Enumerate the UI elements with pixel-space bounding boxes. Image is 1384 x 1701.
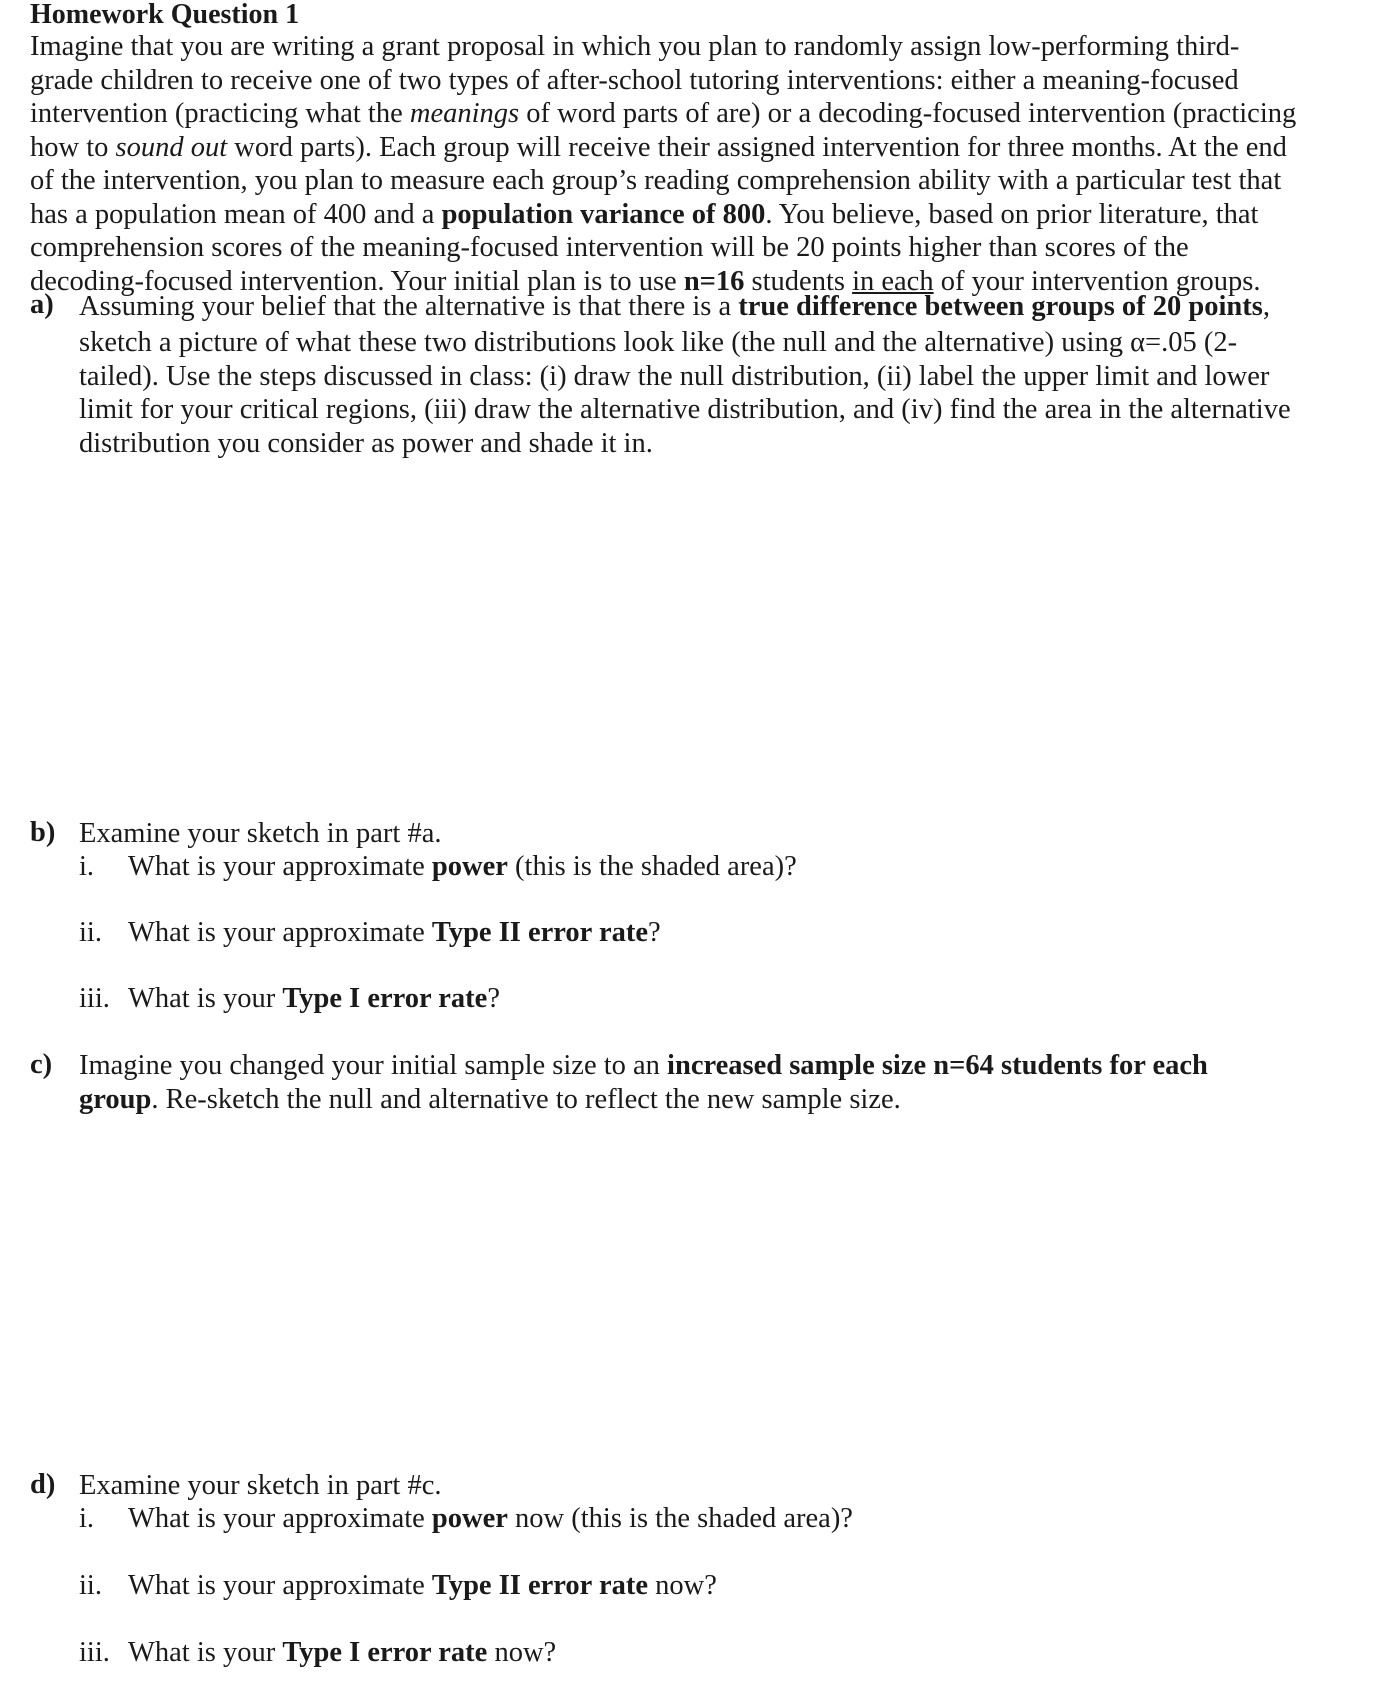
intro-text: Imagine that you are writing a grant proposal in which you plan to randomly assign low-performing third- — [30, 31, 1240, 62]
intro-text: comprehension scores of the meaning-focused intervention will be 20 points higher than scores of the — [30, 232, 1189, 263]
intro-text: of the intervention, you plan to measure each group’s reading comprehension ability with a particular test that — [30, 165, 1282, 196]
item-text-segment: What is your approximate — [128, 917, 432, 948]
bold-type-ii-error: Type II error rate — [431, 1570, 648, 1601]
part-b-text: Examine your sketch in part #a. — [79, 818, 442, 849]
sketch-space-a[interactable] — [30, 470, 1360, 800]
item-text-segment: What is your — [128, 983, 283, 1014]
intro-text: students — [744, 265, 853, 297]
part-d-label: d) — [30, 1469, 56, 1500]
bold-true-difference: true difference between groups of 20 points — [738, 291, 1263, 322]
item-text-segment: What is your approximate — [128, 1570, 432, 1601]
part-a-text — [79, 290, 1360, 460]
part-a-label: a) — [30, 289, 54, 320]
intro-line — [30, 231, 1360, 265]
intro-text: grade children to receive one of two types of after-school tutoring interventions: either a meaning-focused — [30, 64, 1239, 96]
emphasis-meanings: meanings — [409, 98, 520, 129]
intro-line — [30, 97, 1360, 131]
part-a-line — [79, 326, 1360, 360]
intro-line — [30, 64, 1360, 98]
part-a-line — [79, 427, 1360, 461]
intro-text: intervention (practicing what the — [30, 98, 410, 129]
part-a-text-segment: Assuming your belief that the alternative is that there is a — [79, 291, 739, 322]
intro-line — [30, 164, 1360, 198]
item-text-segment: What is your approximate — [128, 851, 432, 882]
part-c-text-segment: Imagine you changed your initial sample size to an — [79, 1050, 668, 1081]
underline-in-each: in each — [852, 265, 934, 297]
bold-increased-sample-size: increased sample size n=64 students for each — [667, 1050, 1208, 1081]
part-b-label: b) — [30, 817, 56, 848]
intro-text: word parts). Each group will receive their assigned intervention for three months. At the end — [227, 131, 1287, 163]
bold-type-ii-error: Type II error rate — [431, 917, 648, 948]
part-c-text-segment: . Re-sketch the null and alternative to reflect the new sample size. — [151, 1083, 901, 1115]
item-text-segment: ? — [487, 983, 500, 1014]
intro-text: how to — [30, 131, 116, 163]
bold-power: power — [431, 851, 508, 882]
bold-sample-size: n=16 — [683, 265, 745, 297]
item-number: i. — [79, 851, 95, 882]
item-text-segment: ? — [647, 917, 661, 948]
intro-line — [30, 131, 1360, 165]
bold-power: power — [431, 1503, 508, 1534]
part-a-line — [79, 360, 1360, 394]
item-number: i. — [79, 1503, 95, 1534]
intro-text: of word parts of are) or a decoding-focused intervention (practicing — [519, 98, 1297, 129]
page-title: Homework Question 1 — [30, 0, 300, 30]
item-text-segment: (this is the shaded area)? — [507, 851, 797, 882]
bold-population-variance: population variance of 800 — [441, 198, 766, 230]
intro-text: . You believe, based on prior literature, that — [765, 198, 1259, 230]
item-text — [128, 983, 500, 1015]
intro-line — [30, 198, 1360, 232]
item-text-segment: What is your approximate — [128, 1503, 432, 1534]
item-number: iii. — [79, 1637, 110, 1668]
part-c-text — [79, 1049, 1360, 1116]
part-c-line — [79, 1049, 1360, 1083]
intro-paragraph — [30, 30, 1360, 298]
item-text — [128, 1503, 853, 1535]
emphasis-sound-out: sound out — [115, 131, 228, 163]
part-a-text-segment: limit for your critical regions, (iii) draw the alternative distribution, and (iv) find the area in the alternative — [79, 394, 1291, 425]
item-text — [128, 1570, 717, 1602]
item-text-segment: now? — [487, 1637, 557, 1668]
item-text — [128, 851, 797, 883]
intro-text: decoding-focused intervention. Your initial plan is to use — [30, 265, 684, 297]
part-a-text-segment: , — [1262, 291, 1270, 322]
item-number: iii. — [79, 983, 110, 1014]
part-a-text-segment: distribution you consider as power and shade it in. — [79, 427, 653, 459]
item-text-segment: now? — [647, 1570, 717, 1601]
part-c-label: c) — [30, 1049, 53, 1080]
part-c-line — [79, 1083, 1360, 1117]
part-a-line — [79, 290, 1360, 325]
bold-type-i-error: Type I error rate — [282, 1637, 488, 1668]
sketch-space-c[interactable] — [30, 1125, 1360, 1460]
part-a-line — [79, 393, 1360, 427]
intro-line — [30, 30, 1360, 64]
part-d-text: Examine your sketch in part #c. — [79, 1470, 442, 1501]
part-a-text-segment: tailed). Use the steps discussed in class: (i) draw the null distribution, (ii) label the upper limit and lower — [79, 360, 1270, 392]
part-a-text-segment: sketch a picture of what these two distributions look like (the null and the alternative) using α=.05 (2- — [79, 327, 1238, 358]
item-number: ii. — [79, 1570, 102, 1601]
intro-text: of your intervention groups. — [933, 265, 1261, 297]
bold-type-i-error: Type I error rate — [282, 983, 488, 1014]
item-text-segment: now (this is the shaded area)? — [507, 1503, 853, 1534]
item-text-segment: What is your — [128, 1637, 283, 1668]
intro-text: has a population mean of 400 and a — [30, 198, 442, 230]
item-number: ii. — [79, 917, 102, 948]
bold-group: group — [79, 1083, 152, 1115]
item-text — [128, 917, 661, 949]
item-text — [128, 1637, 556, 1669]
